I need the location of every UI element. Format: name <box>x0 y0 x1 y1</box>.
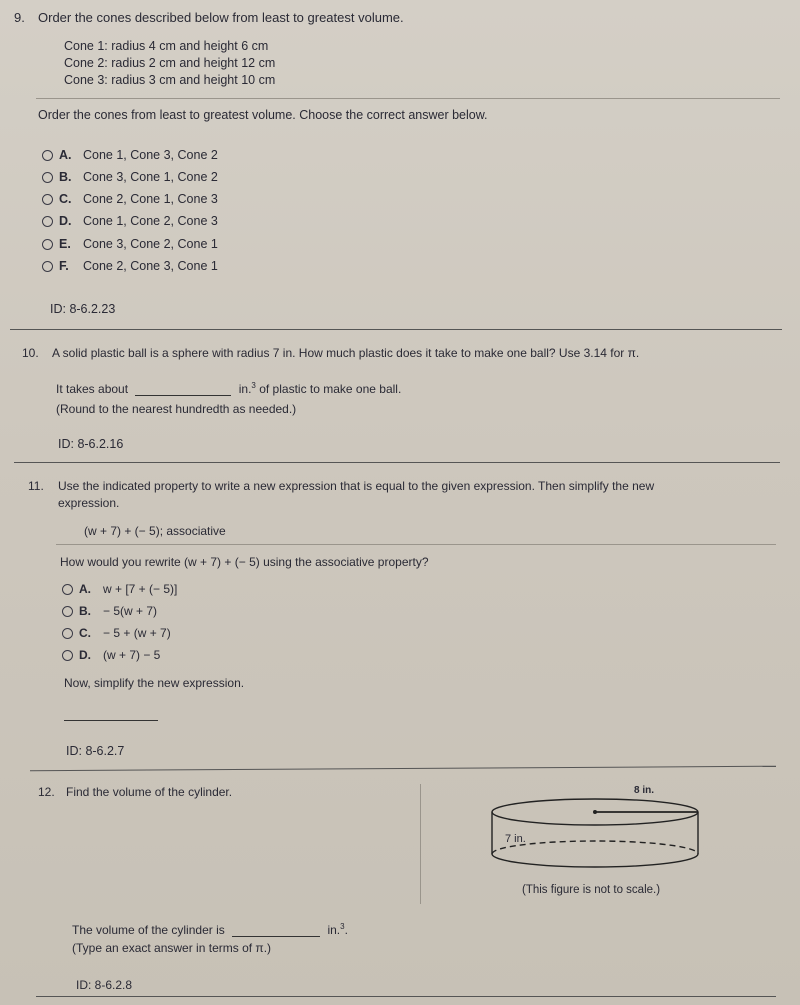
q12-answer-line: The volume of the cylinder is in.$^3$. <box>72 922 348 937</box>
q11-separator <box>30 766 776 772</box>
q9-option-d[interactable]: D. Cone 1, Cone 2, Cone 3 <box>42 214 218 228</box>
radio-button[interactable] <box>62 606 73 617</box>
q9-cone-3: Cone 3: radius 3 cm and height 10 cm <box>64 73 276 87</box>
radio-button[interactable] <box>42 194 53 205</box>
q11-prompt-line1: Use the indicated property to write a new expression that is equal to the given expression. Then simplify the new <box>58 479 655 493</box>
q11-answer-input[interactable] <box>64 706 158 721</box>
q12-radius-label: 8 in. <box>634 785 655 796</box>
q10-round-note: (Round to the nearest hundredth as needed.) <box>56 402 297 416</box>
q9-option-c[interactable]: C. Cone 2, Cone 1, Cone 3 <box>42 192 218 206</box>
q9-option-b[interactable]: B. Cone 3, Cone 1, Cone 2 <box>42 170 218 184</box>
radio-button[interactable] <box>42 216 53 227</box>
q9-option-a[interactable]: A. Cone 1, Cone 3, Cone 2 <box>42 148 218 162</box>
center-point <box>593 810 597 814</box>
cylinder-bottom-front <box>492 854 698 867</box>
q12-answer-input[interactable] <box>232 936 320 937</box>
q10-number: 10. <box>22 346 39 360</box>
q11-id: ID: 8-6.2.7 <box>66 744 125 758</box>
q12-exact-note: (Type an exact answer in terms of π.) <box>72 941 272 955</box>
figure-divider <box>420 784 421 904</box>
q9-cone-2: Cone 2: radius 2 cm and height 12 cm <box>64 56 276 70</box>
q9-option-f[interactable]: F. Cone 2, Cone 3, Cone 1 <box>42 259 218 273</box>
q12-id: ID: 8-6.2.8 <box>76 978 133 992</box>
cylinder-figure <box>490 782 720 882</box>
q11-option-b[interactable]: B. − 5(w + 7) <box>62 604 157 618</box>
radio-button[interactable] <box>62 628 73 639</box>
q9-option-e[interactable]: E. Cone 3, Cone 2, Cone 1 <box>42 237 218 251</box>
radio-button[interactable] <box>62 584 73 595</box>
q9-cone-1: Cone 1: radius 4 cm and height 6 cm <box>64 39 269 53</box>
q11-divider <box>56 544 776 545</box>
q12-figure-note: (This figure is not to scale.) <box>522 884 661 896</box>
q10-answer-input[interactable] <box>135 395 231 396</box>
q9-id: ID: 8-6.2.23 <box>50 302 116 316</box>
q10-separator <box>14 462 780 463</box>
q11-question: How would you rewrite (w + 7) + (− 5) using the associative property? <box>60 555 429 569</box>
q12-height-label: 7 in. <box>505 833 526 845</box>
radio-button[interactable] <box>42 150 53 161</box>
q11-option-a[interactable]: A. w + [7 + (− 5)] <box>62 582 177 596</box>
q9-separator <box>10 329 782 330</box>
q9-instruction: Order the cones from least to greatest volume. Choose the correct answer below. <box>38 108 488 122</box>
radio-button[interactable] <box>42 261 53 272</box>
q10-prompt: A solid plastic ball is a sphere with radius 7 in. How much plastic does it take to make one ball? Use 3.14 for π. <box>52 346 640 360</box>
q12-prompt: Find the volume of the cylinder. <box>66 785 233 799</box>
q12-number: 12. <box>38 785 55 799</box>
q10-id: ID: 8-6.2.16 <box>58 437 124 451</box>
q11-given-expression: (w + 7) + (− 5); associative <box>84 524 226 538</box>
radio-button[interactable] <box>42 239 53 250</box>
radio-button[interactable] <box>62 650 73 661</box>
q9-number: 9. <box>14 10 25 25</box>
q11-simplify-prompt: Now, simplify the new expression. <box>64 676 245 690</box>
q10-answer-line: It takes about in.$^3$ of plastic to make one ball. <box>56 381 402 396</box>
q11-option-c[interactable]: C. − 5 + (w + 7) <box>62 626 171 640</box>
q11-prompt-line2: expression. <box>58 496 120 510</box>
q12-separator <box>36 996 776 997</box>
q11-number: 11. <box>28 479 44 493</box>
q9-prompt: Order the cones described below from least to greatest volume. <box>38 10 404 25</box>
radio-button[interactable] <box>42 172 53 183</box>
q11-option-d[interactable]: D. (w + 7) − 5 <box>62 648 160 662</box>
q9-divider <box>36 98 780 99</box>
